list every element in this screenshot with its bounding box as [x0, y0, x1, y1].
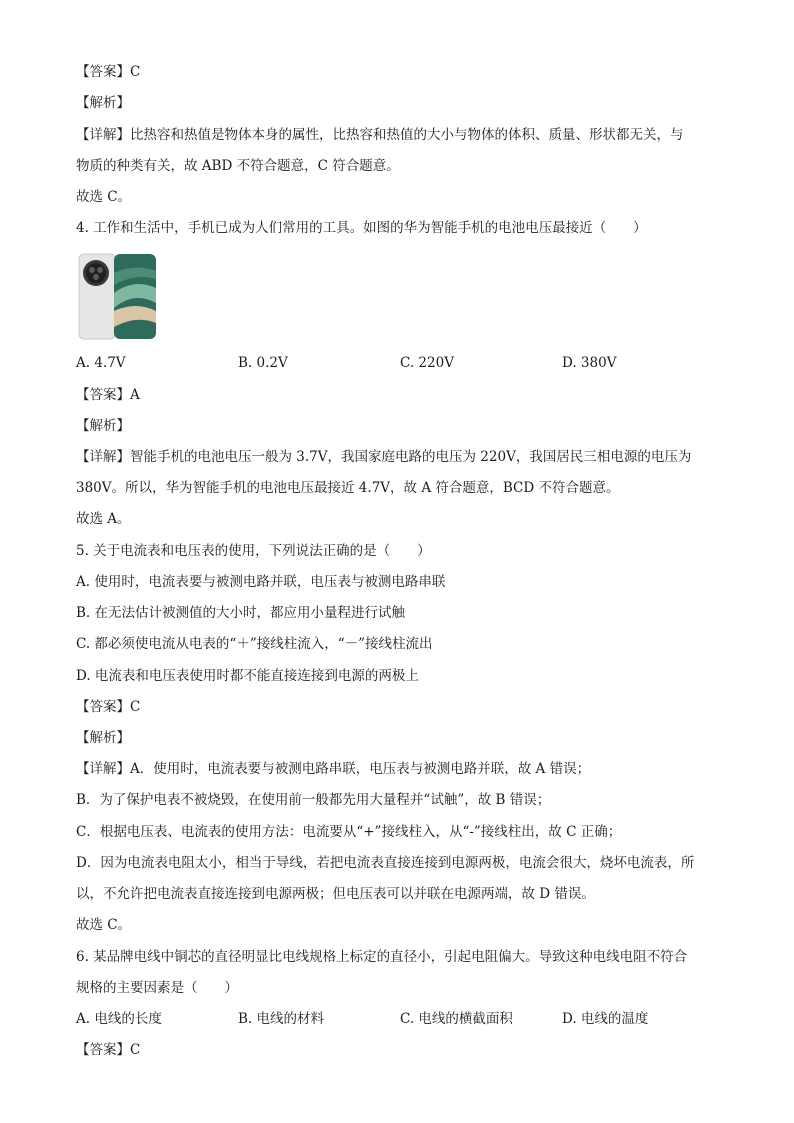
q4-conclusion: 故选 A。: [76, 511, 131, 527]
q4-detail-line-1: 【详解】智能手机的电池电压一般为 3.7V，我国家庭电路的电压为 220V，我国居民三相电源的电压为: [76, 449, 692, 465]
q5-detail-line-2: B．为了保护电表不被烧毁，在使用前一般都先用大量程并“试触”，故 B 错误；: [76, 792, 551, 808]
q3-answer: 【答案】C: [76, 64, 141, 80]
q6-option-c: C. 电线的横截面积: [400, 1011, 513, 1027]
q4-option-c: C. 220V: [400, 355, 454, 371]
q5-option-d: D. 电流表和电压表使用时都不能直接连接到电源的两极上: [76, 668, 419, 684]
q4-option-d: D. 380V: [562, 355, 617, 371]
q6-option-a: A. 电线的长度: [76, 1011, 162, 1027]
q4-option-a: A. 4.7V: [76, 355, 126, 371]
q5-detail-line-5: 以，不允许把电流表直接连接到电源两极；但电压表可以并联在电源两端，故 D 错误。: [76, 886, 595, 902]
q5-conclusion: 故选 C。: [76, 917, 132, 933]
q5-option-c: C. 都必须使电流从电表的“＋”接线柱流入，“－”接线柱流出: [76, 636, 433, 652]
q6-option-b: B. 电线的材料: [238, 1011, 325, 1027]
q5-analysis: 【解析】: [76, 730, 130, 746]
q5-detail-line-1: 【详解】A．使用时，电流表要与被测电路串联，电压表与被测电路并联，故 A 错误；: [76, 761, 591, 777]
q5-option-a: A. 使用时，电流表要与被测电路并联，电压表与被测电路串联: [76, 574, 446, 590]
q4-detail-line-2: 380V。所以，华为智能手机的电池电压最接近 4.7V，故 A 符合题意，BCD 不符合题意。: [76, 480, 620, 496]
q3-detail-line-2: 物质的种类有关，故 ABD 不符合题意，C 符合题意。: [76, 158, 400, 174]
q5-detail-line-3: C．根据电压表、电流表的使用方法：电流要从“+”接线柱入，从“-”接线柱出，故 C 正确；: [76, 824, 622, 840]
q6-answer: 【答案】C: [76, 1042, 141, 1058]
q5-question: 5. 关于电流表和电压表的使用，下列说法正确的是（ ）: [76, 543, 431, 559]
q4-answer: 【答案】A: [76, 387, 140, 403]
q3-conclusion: 故选 C。: [76, 189, 132, 205]
q3-detail-line-1: 【详解】比热容和热值是物体本身的属性，比热容和热值的大小与物体的体积、质量、形状都无关，与: [76, 127, 684, 143]
q4-analysis: 【解析】: [76, 418, 130, 434]
q6-option-d: D. 电线的温度: [562, 1011, 649, 1027]
q6-question-line-1: 6. 某品牌电线中铜芯的直径明显比电线规格上标定的直径小，引起电阻偏大。导致这种电线电阻不符合: [76, 949, 688, 965]
q5-detail-line-4: D．因为电流表电阻太小，相当于导线，若把电流表直接连接到电源两极，电流会很大，烧坏电流表，所: [76, 855, 695, 871]
q5-option-b: B. 在无法估计被测值的大小时，都应用小量程进行试触: [76, 605, 406, 621]
q5-answer: 【答案】C: [76, 699, 141, 715]
huawei-phone-image: [78, 253, 158, 340]
q4-option-b: B. 0.2V: [238, 355, 288, 371]
q4-question: 4. 工作和生活中，手机已成为人们常用的工具。如图的华为智能手机的电池电压最接近（ ）: [76, 220, 647, 236]
q6-question-line-2: 规格的主要因素是（ ）: [76, 980, 238, 996]
q3-analysis: 【解析】: [76, 95, 130, 111]
